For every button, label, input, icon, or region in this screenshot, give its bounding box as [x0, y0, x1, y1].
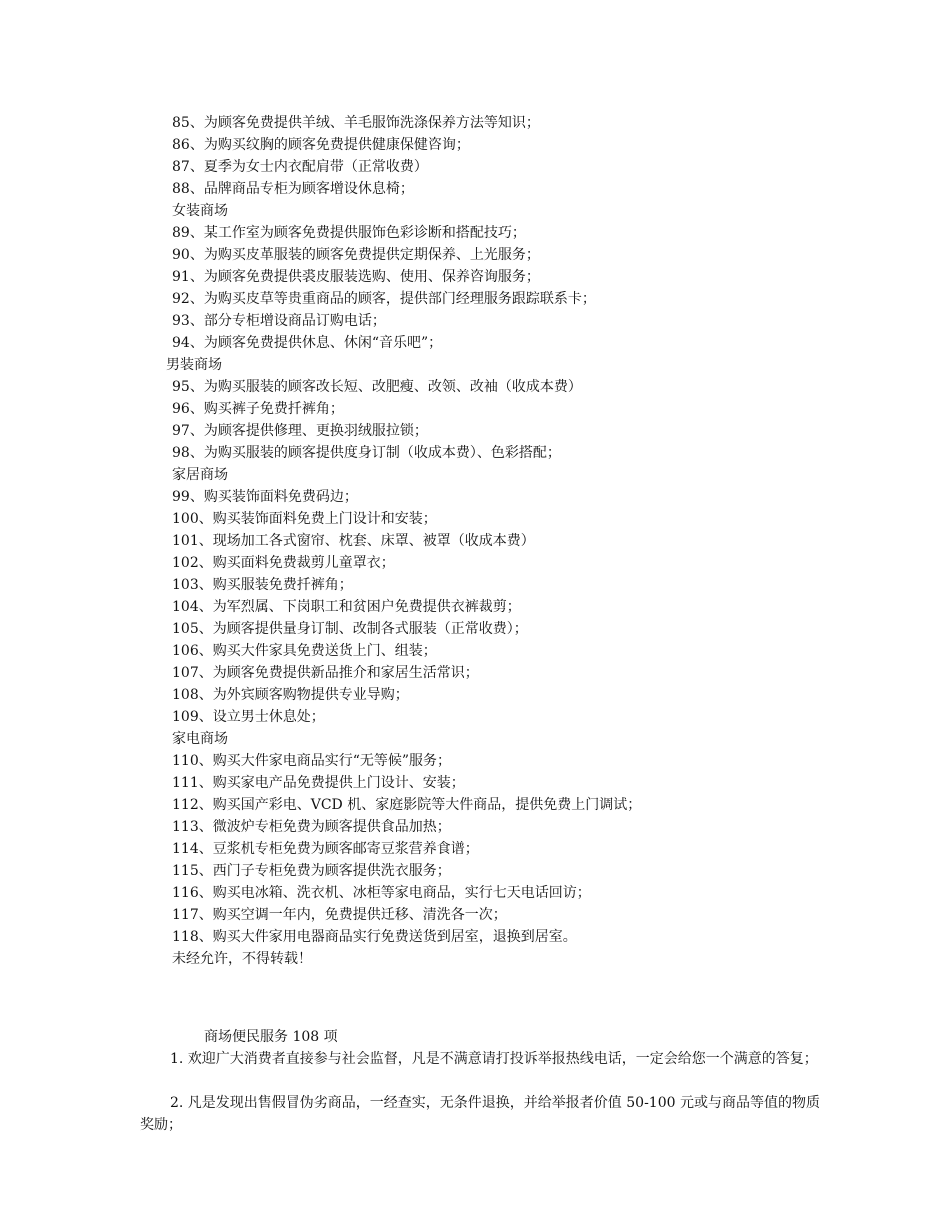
- service-item-112: 112、购买国产彩电、VCD 机、家庭影院等大件商品，提供免费上门调试；: [172, 797, 642, 813]
- service-item-92: 92、为购买皮草等贵重商品的顾客，提供部门经理服务跟踪联系卡；: [172, 291, 596, 307]
- service-item-106: 106、购买大件家具免费送货上门、组装；: [172, 643, 437, 659]
- service-item-109: 109、设立男士休息处；: [172, 709, 325, 725]
- service-item-118: 118、购买大件家用电器商品实行免费送货到居室，退换到居室。: [172, 929, 577, 945]
- service-item-108: 108、为外宾顾客购物提供专业导购；: [172, 687, 409, 703]
- service-item-87: 87、夏季为女士内衣配肩带（正常收费）: [172, 159, 428, 175]
- service-item-100: 100、购买装饰面料免费上门设计和安装；: [172, 511, 437, 527]
- service-item-93: 93、部分专柜增设商品订购电话；: [172, 313, 386, 329]
- service-item-86: 86、为购买纹胸的顾客免费提供健康保健咨询；: [172, 137, 470, 153]
- service-item-90: 90、为购买皮革服装的顾客免费提供定期保养、上光服务；: [172, 247, 540, 263]
- service-item-111: 111、购买家电产品免费提供上门设计、安装；: [172, 775, 465, 791]
- service-item-91: 91、为顾客免费提供裘皮服装选购、使用、保养咨询服务；: [172, 269, 540, 285]
- service-item-117: 117、购买空调一年内，免费提供迁移、清洗各一次；: [172, 907, 507, 923]
- service-item-85: 85、为顾客免费提供羊绒、羊毛服饰洗涤保养方法等知识；: [172, 115, 540, 131]
- service-item-97: 97、为顾客提供修理、更换羽绒服拉锁；: [172, 423, 428, 439]
- service-item-103: 103、购买服装免费扦裤角；: [172, 577, 353, 593]
- section-heading-appliances: 家电商场: [172, 731, 228, 747]
- service-item-107: 107、为顾客免费提供新品推介和家居生活常识；: [172, 665, 479, 681]
- service-item-95: 95、为购买服装的顾客改长短、改肥瘦、改领、改袖（收成本费）: [172, 379, 582, 395]
- section-heading-home: 家居商场: [172, 467, 228, 483]
- section-heading-mens-wear: 男装商场: [166, 357, 222, 373]
- service-item-89: 89、某工作室为顾客免费提供服饰色彩诊断和搭配技巧；: [172, 225, 526, 241]
- section-heading-womens-wear: 女装商场: [172, 203, 228, 219]
- service-item-105: 105、为顾客提供量身订制、改制各式服装（正常收费）；: [172, 621, 528, 637]
- service-item-113: 113、微波炉专柜免费为顾客提供食品加热；: [172, 819, 451, 835]
- service-item-114: 114、豆浆机专柜免费为顾客邮寄豆浆营养食谱；: [172, 841, 479, 857]
- service-item-98: 98、为购买服装的顾客提供度身订制（收成本费）、色彩搭配；: [172, 445, 561, 461]
- section-title: 商场便民服务 108 项: [204, 1029, 338, 1045]
- service-item-94: 94、为顾客免费提供休息、休闲“音乐吧”；: [172, 335, 443, 351]
- service-item-104: 104、为军烈属、下岗职工和贫困户免费提供衣裤裁剪；: [172, 599, 521, 615]
- service-item-96: 96、购买裤子免费扦裤角；: [172, 401, 344, 417]
- paragraph-1: 1. 欢迎广大消费者直接参与社会监督，凡是不满意请打投诉举报热线电话，一定会给您一个满意的答复；: [170, 1051, 818, 1067]
- service-item-99: 99、购买装饰面料免费码边；: [172, 489, 358, 505]
- copyright-notice: 未经允许，不得转载！: [172, 951, 312, 967]
- service-item-115: 115、西门子专柜免费为顾客提供洗衣服务；: [172, 863, 451, 879]
- service-item-101: 101、现场加工各式窗帘、枕套、床罩、被罩（收成本费）: [172, 533, 535, 549]
- service-item-88: 88、品牌商品专柜为顾客增设休息椅；: [172, 181, 414, 197]
- paragraph-2: 2. 凡是发现出售假冒伪劣商品，一经查实，无条件退换，并给举报者价值 50-100 元或与商品等值的物质奖励；: [140, 1095, 820, 1133]
- service-item-116: 116、购买电冰箱、洗衣机、冰柜等家电商品，实行七天电话回访；: [172, 885, 591, 901]
- service-item-110: 110、购买大件家电商品实行“无等候”服务；: [172, 753, 452, 769]
- service-item-102: 102、购买面料免费裁剪儿童罩衣；: [172, 555, 395, 571]
